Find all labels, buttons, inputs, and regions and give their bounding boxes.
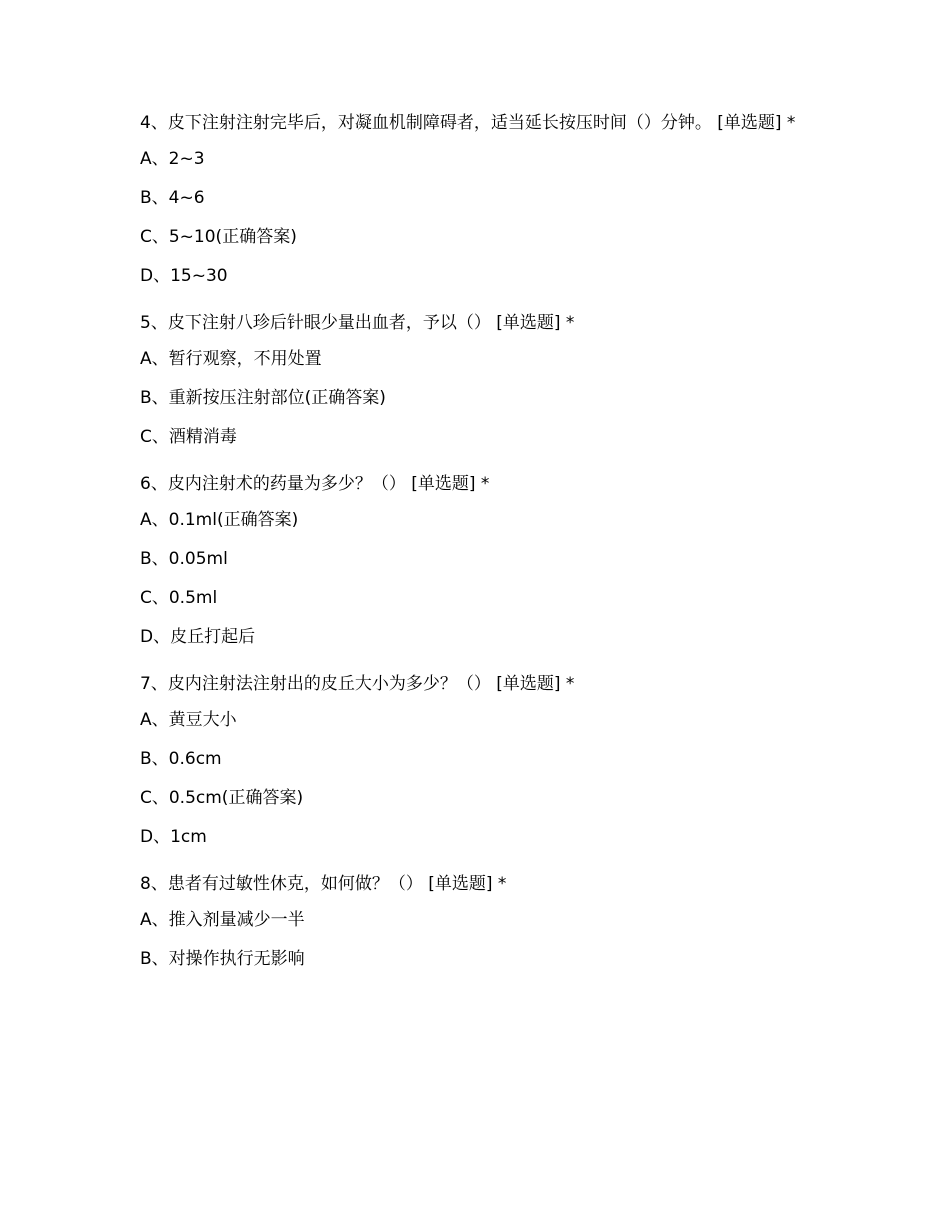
question-title: 8、患者有过敏性休克，如何做？（） [单选题] * [140, 874, 507, 894]
option-list [140, 509, 800, 649]
option-a: A、0.1ml(正确答案) [140, 510, 299, 530]
question-title: 4、皮下注射注射完毕后，对凝血机制障碍者，适当延长按压时间（）分钟。 [单选题] * [140, 113, 796, 133]
option-d: D、1cm [140, 827, 207, 847]
option-b: B、重新按压注射部位(正确答案) [140, 388, 386, 408]
option-b: B、对操作执行无影响 [140, 949, 305, 969]
question-4 [140, 104, 800, 288]
option-b: B、4~6 [140, 188, 205, 208]
option-list [140, 148, 800, 288]
option-c: C、0.5cm(正确答案) [140, 788, 304, 808]
question-7 [140, 665, 800, 849]
option-list [140, 709, 800, 849]
question-8 [140, 865, 800, 971]
question-6 [140, 465, 800, 649]
option-c: C、0.5ml [140, 588, 218, 608]
question-5 [140, 304, 800, 449]
option-a: A、2~3 [140, 149, 205, 169]
option-d: D、15~30 [140, 266, 228, 286]
question-title: 7、皮内注射法注射出的皮丘大小为多少？（） [单选题] * [140, 674, 575, 694]
option-c: C、5~10(正确答案) [140, 227, 297, 247]
question-title: 6、皮内注射术的药量为多少？（） [单选题] * [140, 474, 490, 494]
question-title: 5、皮下注射八珍后针眼少量出血者，予以（） [单选题] * [140, 313, 575, 333]
option-c: C、酒精消毒 [140, 427, 237, 447]
option-b: B、0.6cm [140, 749, 222, 769]
option-a: A、推入剂量减少一半 [140, 910, 305, 930]
option-list [140, 348, 800, 449]
option-a: A、暂行观察，不用处置 [140, 349, 322, 369]
option-a: A、黄豆大小 [140, 710, 237, 730]
option-list [140, 909, 800, 971]
option-d: D、皮丘打起后 [140, 627, 256, 647]
document-page [140, 104, 800, 987]
option-b: B、0.05ml [140, 549, 228, 569]
